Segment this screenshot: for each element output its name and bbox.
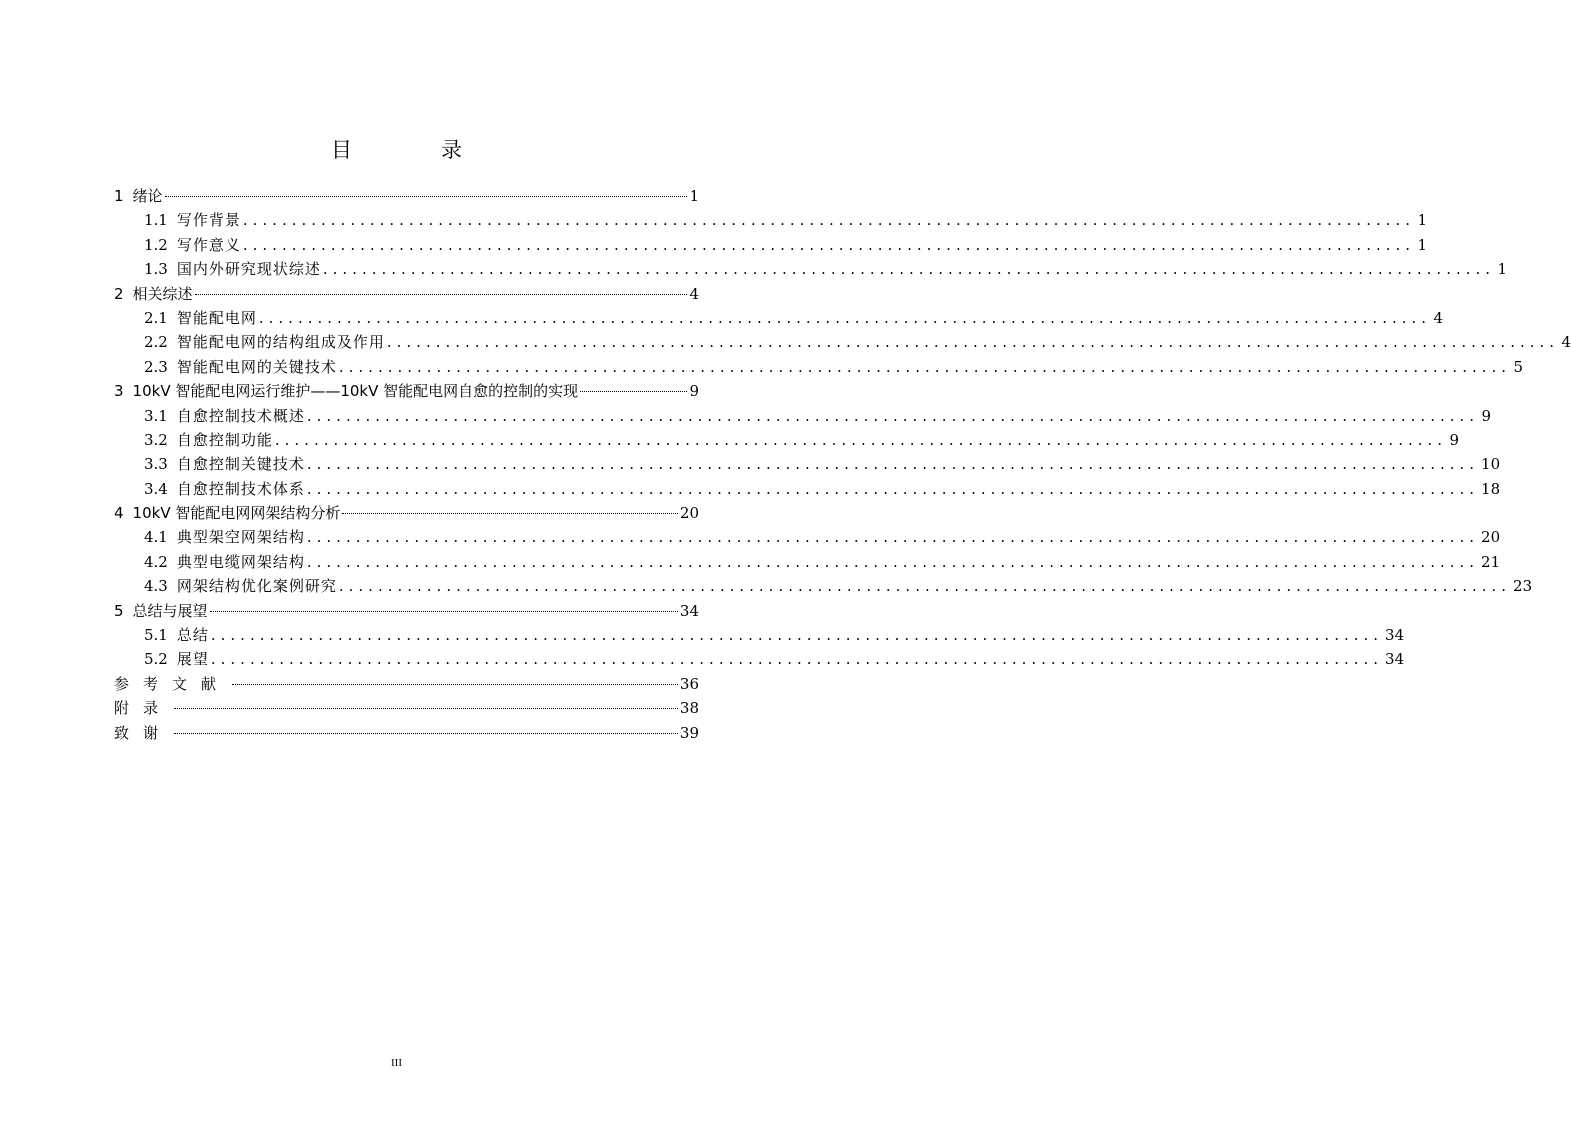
toc-entry-title: 总结与展望: [132, 601, 208, 620]
toc-dot-leader: [342, 512, 678, 514]
toc-entry-title: 国内外研究现状综述: [176, 260, 321, 279]
toc-dot-leader: [580, 390, 687, 392]
toc-entry-title: 绪论: [132, 187, 163, 205]
toc-entry-title: 典型电缆网架结构: [176, 552, 305, 571]
toc-entry-page: 34: [679, 601, 699, 620]
toc-entry-page: 36: [679, 674, 699, 693]
toc-dot-leader: ........................................................................................................................: [322, 260, 1496, 279]
toc-entry-page: 9: [1449, 430, 1460, 449]
toc-dot-leader: ........................................................................................................................: [338, 357, 1512, 376]
toc-entry-number: 2.2: [144, 333, 168, 352]
toc-dot-leader: ........................................................................................................................: [306, 406, 1480, 425]
toc-entry-number: 2.3: [144, 357, 168, 376]
toc-section-entry[interactable]: [114, 428, 1460, 452]
table-of-contents: [114, 184, 1571, 745]
toc-entry-page: 9: [1481, 406, 1492, 425]
toc-section-entry[interactable]: [114, 574, 1533, 598]
toc-entry-title: 自愈控制关键技术: [176, 455, 305, 474]
toc-entry-page: 9: [689, 382, 699, 401]
toc-dot-leader: ........................................................................................................................: [274, 430, 1448, 449]
toc-entry-title: 典型架空网架结构: [176, 528, 305, 547]
page-number: III: [391, 1057, 402, 1069]
toc-entry-page: 4: [1433, 308, 1444, 327]
toc-entry-page: 20: [1481, 528, 1501, 547]
toc-entry-number: 1: [114, 187, 124, 205]
toc-chapter-entry[interactable]: [114, 184, 699, 208]
toc-entry-number: 1.1: [144, 211, 168, 230]
toc-entry-number: 2.1: [144, 308, 168, 327]
toc-dot-leader: ........................................................................................................................: [306, 552, 1480, 571]
toc-dot-leader: ........................................................................................................................: [306, 479, 1480, 498]
toc-entry-page: 34: [1385, 626, 1405, 645]
toc-dot-leader: ........................................................................................................................: [242, 211, 1416, 230]
toc-entry-number: 5.2: [144, 650, 168, 669]
toc-entry-page: 1: [1417, 235, 1428, 254]
toc-dot-leader: [232, 683, 678, 685]
toc-entry-number: 5: [114, 601, 124, 620]
toc-dot-leader: ........................................................................................................................: [210, 650, 1384, 669]
toc-entry-page: 23: [1513, 577, 1533, 596]
toc-entry-title: 10kV 智能配电网运行维护——10kV 智能配电网自愈的控制的实现: [132, 382, 579, 401]
toc-entry-title: 智能配电网: [176, 308, 257, 327]
toc-dot-leader: [165, 195, 687, 197]
toc-entry-number: 4.1: [144, 528, 168, 547]
toc-section-entry[interactable]: [114, 208, 1428, 232]
toc-entry-page: 4: [1561, 333, 1571, 352]
toc-entry-title: 网架结构优化案例研究: [176, 577, 337, 596]
toc-section-entry[interactable]: [114, 623, 1405, 647]
toc-dot-leader: ........................................................................................................................: [306, 455, 1480, 474]
toc-entry-number: 3.3: [144, 455, 168, 474]
toc-entry-page: 38: [679, 699, 699, 718]
toc-dot-leader: [195, 293, 687, 295]
page-title: 目 录: [331, 138, 496, 162]
toc-entry-number: 5.1: [144, 626, 168, 645]
toc-entry-page: 21: [1481, 552, 1501, 571]
toc-entry-number: 3.4: [144, 479, 168, 498]
toc-dot-leader: ........................................................................................................................: [242, 235, 1416, 254]
toc-entry-number: 3.1: [144, 406, 168, 425]
toc-chapter-entry[interactable]: [114, 696, 699, 720]
toc-section-entry[interactable]: [114, 647, 1405, 671]
toc-section-entry[interactable]: [114, 452, 1501, 476]
toc-section-entry[interactable]: [114, 525, 1501, 549]
toc-entry-number: 4.2: [144, 552, 168, 571]
toc-section-entry[interactable]: [114, 404, 1492, 428]
toc-entry-title: 智能配电网的关键技术: [176, 357, 337, 376]
toc-chapter-entry[interactable]: [114, 379, 699, 403]
toc-entry-number: 2: [114, 284, 124, 303]
toc-section-entry[interactable]: [114, 257, 1508, 281]
toc-entry-title: 展望: [176, 650, 209, 669]
toc-entry-title: 参考文献: [114, 674, 231, 693]
toc-entry-title: 自愈控制功能: [176, 430, 273, 449]
toc-entry-title: 自愈控制技术体系: [176, 479, 305, 498]
toc-entry-page: 10: [1481, 455, 1501, 474]
toc-entry-page: 4: [689, 284, 699, 303]
toc-entry-title: 10kV 智能配电网网架结构分析: [132, 504, 341, 523]
toc-entry-title: 致谢: [114, 723, 173, 742]
toc-chapter-entry[interactable]: [114, 672, 699, 696]
toc-entry-number: 3.2: [144, 430, 168, 449]
toc-dot-leader: [174, 707, 678, 709]
toc-entry-title: 自愈控制技术概述: [176, 406, 305, 425]
toc-dot-leader: ........................................................................................................................: [338, 577, 1512, 596]
toc-entry-title: 相关综述: [132, 284, 193, 303]
toc-entry-number: 4.3: [144, 577, 168, 596]
toc-dot-leader: ........................................................................................................................: [210, 626, 1384, 645]
toc-dot-leader: ........................................................................................................................: [258, 308, 1432, 327]
toc-section-entry[interactable]: [114, 355, 1524, 379]
toc-entry-page: 5: [1513, 357, 1524, 376]
toc-section-entry[interactable]: [114, 233, 1428, 257]
toc-dot-leader: [210, 610, 678, 612]
toc-section-entry[interactable]: [114, 550, 1501, 574]
toc-dot-leader: ........................................................................................................................: [306, 528, 1480, 547]
toc-entry-number: 3: [114, 382, 124, 401]
toc-entry-title: 写作背景: [176, 211, 241, 230]
toc-entry-title: 智能配电网的结构组成及作用: [176, 333, 385, 352]
toc-section-entry[interactable]: [114, 477, 1501, 501]
toc-chapter-entry[interactable]: [114, 501, 699, 525]
toc-entry-title: 总结: [176, 626, 209, 645]
toc-entry-page: 34: [1385, 650, 1405, 669]
toc-entry-page: 1: [1417, 211, 1428, 230]
toc-entry-title: 写作意义: [176, 235, 241, 254]
toc-entry-title: 附录: [114, 699, 173, 718]
toc-section-entry[interactable]: [114, 306, 1444, 330]
toc-entry-page: 39: [679, 723, 699, 742]
toc-chapter-entry[interactable]: [114, 599, 699, 623]
toc-dot-leader: [174, 732, 678, 734]
toc-dot-leader: ........................................................................................................................: [386, 333, 1560, 352]
toc-chapter-entry[interactable]: [114, 721, 699, 745]
toc-entry-page: 1: [689, 187, 699, 205]
toc-entry-number: 1.3: [144, 260, 168, 279]
toc-entry-number: 4: [114, 504, 124, 523]
toc-entry-page: 18: [1481, 479, 1501, 498]
toc-chapter-entry[interactable]: [114, 282, 699, 306]
toc-entry-number: 1.2: [144, 235, 168, 254]
toc-entry-page: 20: [679, 504, 699, 523]
toc-entry-page: 1: [1497, 260, 1508, 279]
toc-section-entry[interactable]: [114, 330, 1571, 354]
